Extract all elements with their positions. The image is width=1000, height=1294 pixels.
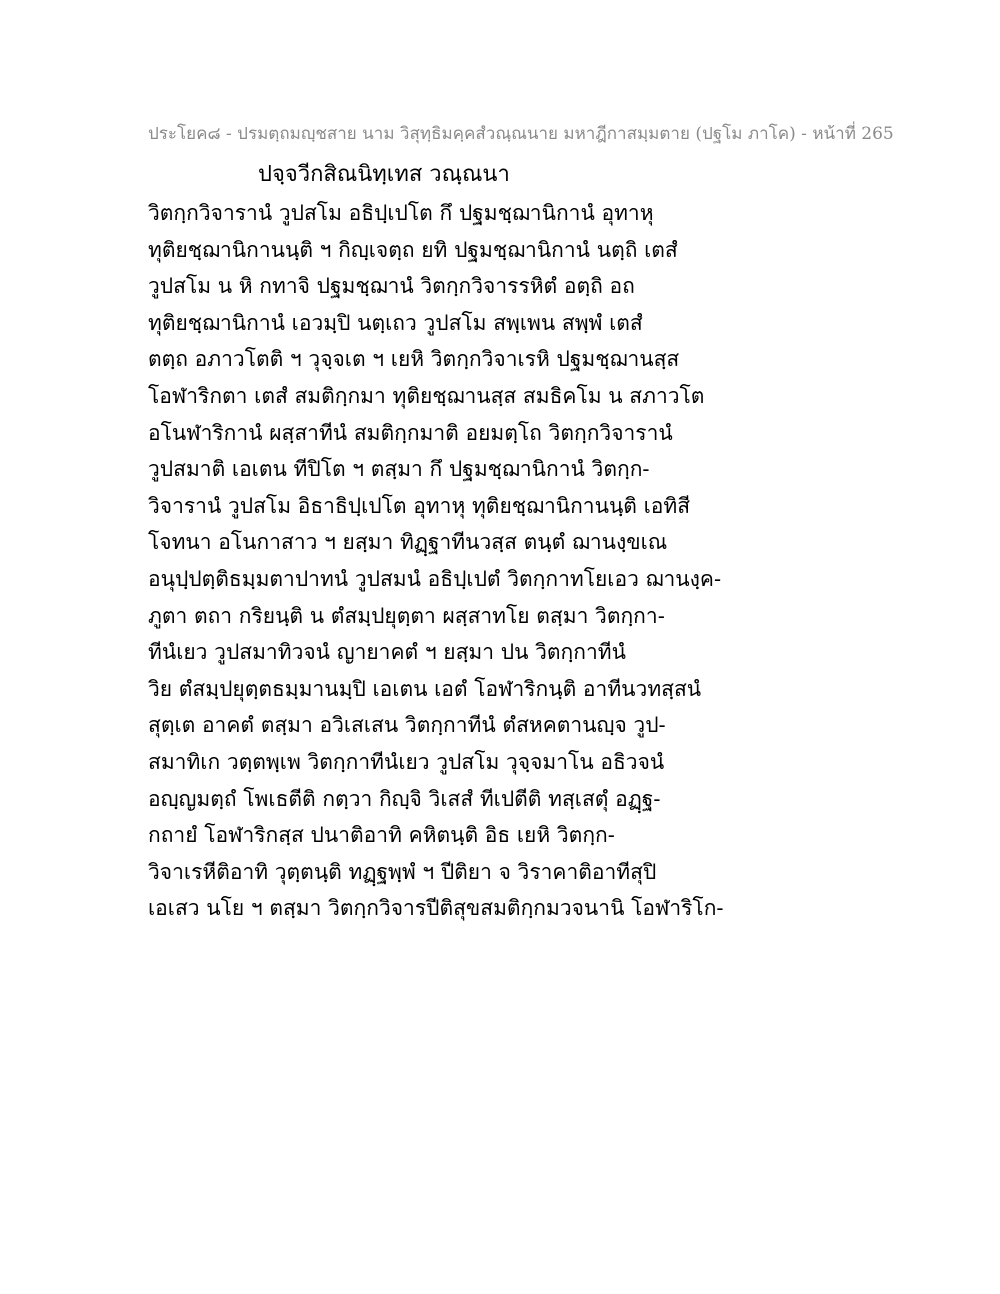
text-line: อนุปฺปตฺติธมฺมตาปาทนํ วูปสมนํ อธิปฺเปตํ วิตกฺกาทโยเอว ฌานงฺค-: [148, 566, 722, 591]
section-heading: ปจฺจวีกสิณนิทฺเทส วณฺณนา: [258, 162, 510, 187]
text-line: วิย ตํสมฺปยุตฺตธมฺมานมฺปิ เอเตน เอตํ โอฬาริกนฺติ อาทีนวทสฺสนํ: [148, 676, 702, 701]
text-line: ทีนํเยว วูปสมาทิวจนํ ญายาคตํ ฯ ยสฺมา ปน วิตกฺกาทีนํ: [148, 640, 626, 665]
text-line: วิจารานํ วูปสโม อิธาธิปฺเปโต อุทาหุ ทุติยชฺฌานิกานนฺติ เอทิสี: [148, 493, 691, 518]
text-line: ทุติยชฺฌานิกานํ เอวมฺปิ นตฺเถว วูปสโม สพฺเพน สพฺพํ เตสํ: [148, 310, 643, 335]
body-text: [148, 195, 858, 927]
text-line: วิจาเรหีติอาทิ วุตฺตนฺติ ทฏฺฐพฺพํ ฯ ปีติยา จ วิราคาติอาทีสุปิ: [148, 859, 657, 884]
text-line: โจทนา อโนกาสาว ฯ ยสฺมา ทิฏฺฐาทีนวสฺส ตนฺตํ ฌานงฺขเณ: [148, 530, 668, 555]
text-line: กถายํ โอฬาริกสฺส ปนาติอาทิ คหิตนฺติ อิธ เยหิ วิตกฺก-: [148, 823, 615, 848]
text-line: โอฬาริกตา เตสํ สมติกฺกมา ทุติยชฺฌานสฺส สมธิคโม น สภาวโต: [148, 383, 705, 408]
text-line: ตตฺถ อภาวโตติ ฯ วุจฺจเต ฯ เยหิ วิตกฺกวิจาเรหิ ปฐมชฺฌานสฺส: [148, 347, 680, 372]
text-line: วูปสมาติ เอเตน ทีปิโต ฯ ตสฺมา กึ ปฐมชฺฌานิกานํ วิตกฺก-: [148, 457, 650, 482]
text-line: สุตฺเต อาคตํ ตสฺมา อวิเสเสน วิตกฺกาทีนํ ตํสหคตานญฺจ วูป-: [148, 713, 666, 738]
text-line: ภูตา ตถา กริยนฺติ น ตํสมฺปยุตฺตา ผสฺสาทโย ตสฺมา วิตกฺกา-: [148, 603, 665, 628]
text-line: วิตกฺกวิจารานํ วูปสโม อธิปฺเปโต กึ ปฐมชฺฌานิกานํ อุทาหุ: [148, 201, 654, 225]
running-header: ประโยค๘ - ปรมตฺถมญฺชสาย นาม วิสุทฺธิมคฺคสํวณฺณนาย มหาฎีกาสมฺมตาย (ปฐโม ภาโค) - หน้าที่ 265: [148, 124, 894, 144]
text-line: อโนฬาริกานํ ผสฺสาทีนํ สมติกฺกมาติ อยมตฺโถ วิตกฺกวิจารานํ: [148, 420, 673, 445]
text-line: วูปสโม น หิ กทาจิ ปฐมชฺฌานํ วิตกฺกวิจารรหิตํ อตฺถิ อถ: [148, 274, 635, 299]
text-line: อญฺญมตฺถํ โพเธตีติ กตฺวา กิญฺจิ วิเสสํ ทีเปตีติ ทสฺเสตุํ อฏฺฐ-: [148, 786, 661, 811]
text-line: เอเสว นโย ฯ ตสฺมา วิตกฺกวิจารปีติสุขสมติกฺกมวจนานิ โอฬาริโก-: [148, 896, 724, 921]
text-line: ทุติยชฺฌานิกานนฺติ ฯ กิญฺเจตฺถ ยทิ ปฐมชฺฌานิกานํ นตฺถิ เตสํ: [148, 237, 678, 262]
text-line: สมาทิเก วตฺตพฺเพ วิตกฺกาทีนํเยว วูปสโม วุจฺจมาโน อธิวจนํ: [148, 749, 665, 774]
